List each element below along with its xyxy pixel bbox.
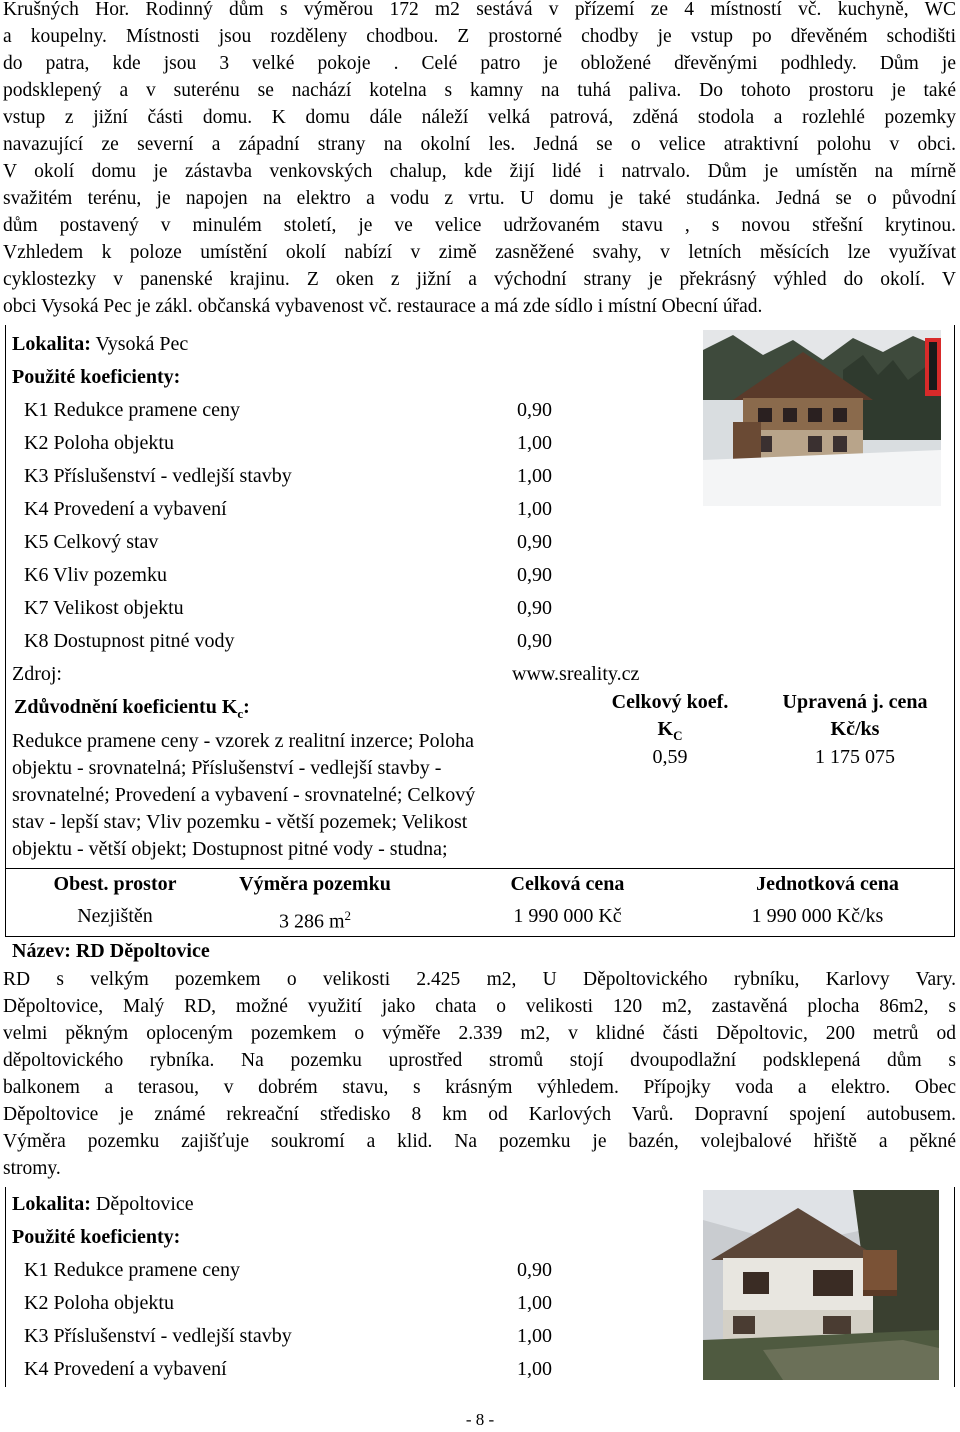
- intro-line: do patra, kde jsou 3 velké pokoje . Celé patro je obložené dřevěnými podhledy. Dům je: [3, 53, 956, 74]
- block2-description: [3, 966, 956, 1182]
- justification-line: Redukce pramene ceny - vzorek z realitní inzerce; Poloha: [12, 730, 475, 752]
- desc-line: RD s velkým pozemkem o velikosti 2.425 m2, U Děpoltovického rybníku, Karlovy Vary.: [3, 969, 956, 990]
- justification-heading-sub: c: [237, 706, 244, 721]
- coef-value: 0,90: [517, 1259, 552, 1281]
- coef-value: 1,00: [517, 1358, 552, 1380]
- table-cell-vymera: [220, 904, 410, 934]
- coef-label: K2 Poloha objektu: [24, 1292, 174, 1314]
- coef-value: 0,90: [517, 399, 552, 421]
- table-cell-celkova: 1 990 000 Kč: [513, 905, 622, 927]
- block1-table-top-border: [5, 868, 955, 869]
- intro-paragraph: [3, 0, 956, 320]
- justification-line: objektu - větší objekt; Dostupnost pitné vody - studna;: [12, 838, 448, 860]
- intro-line: vstup z jižní části domu. K domu dále náleží velká patrová, zděná stodola a rozlehlé pozemky: [3, 107, 956, 128]
- coef-label: K3 Příslušenství - vedlejší stavby: [24, 465, 292, 487]
- coef-value: 0,90: [517, 564, 552, 586]
- coef-value: 0,90: [517, 630, 552, 652]
- intro-line: Vzhledem k poloze umístění okolí nabízí v zimě zasněžené svahy, v letních měsících lze využívat: [3, 242, 956, 263]
- intro-line: obci Vysoká Pec je zákl. občanská vybavenost vč. restaurace a má zde sídlo i místní Obecní úřad.: [3, 296, 763, 317]
- vymera-sup: 2: [344, 908, 352, 923]
- desc-line: děpoltovického rybníka. Na pozemku uprostřed stromů stojí dvoupodlažní podsklepená dům s: [3, 1050, 956, 1071]
- lokalita-line: [12, 332, 188, 356]
- coef-label: K4 Provedení a vybavení: [24, 498, 227, 520]
- intro-line: cyklostezky v panenské krajinu. Z oken z jižní a východní strany je překrásný výhled do okolí. V: [3, 269, 956, 290]
- vymera-value: 3 286 m: [278, 910, 345, 933]
- coef-heading: Použité koeficienty:: [12, 366, 181, 388]
- coef-label: K1 Redukce pramene ceny: [24, 399, 241, 421]
- block1-left-border: [5, 325, 6, 936]
- justification-line: stav - lepší stav; Vliv pozemku - větší pozemek; Velikost: [12, 811, 468, 833]
- desc-line: Výměra pozemku zajišťuje soukromí a klid. Na pozemku je bazén, volejbalové hřiště a pěkné: [3, 1131, 956, 1152]
- justification-heading-colon: :: [243, 696, 250, 718]
- intro-line: a koupelny. Místnosti jsou rozděleny chodbou. Z prostorné chodby je vstup po dřevěném schodišti: [3, 26, 956, 47]
- desc-line: balkonem a terasou, v dobrém stavu, s krásným výhledem. Přípojky voda a elektro. Obec: [3, 1077, 956, 1098]
- block2-title: Název: RD Děpoltovice: [12, 940, 210, 962]
- page-number: - 8 -: [465, 1410, 495, 1429]
- total-coef-label: Celkový koef.: [611, 691, 729, 713]
- block1-bottom-border: [5, 936, 955, 937]
- coef-label: K2 Poloha objektu: [24, 432, 174, 454]
- zdroj-label: Zdroj:: [12, 663, 62, 685]
- coef-label: K3 Příslušenství - vedlejší stavby: [24, 1325, 292, 1347]
- coef-label: K4 Provedení a vybavení: [24, 1358, 227, 1380]
- desc-line: Děpoltovice, Malý RD, možné využití jako chata o velikosti 120 m2, zastavěná plocha 86m2, s: [3, 996, 956, 1017]
- desc-line: stromy.: [3, 1158, 61, 1179]
- coef-label: K1 Redukce pramene ceny: [24, 1259, 241, 1281]
- coef-value: 1,00: [517, 465, 552, 487]
- adjusted-price-unit: Kč/ks: [830, 718, 880, 740]
- block2-coef-heading: Použité koeficienty:: [12, 1226, 181, 1248]
- justification-line: objektu - srovnatelná; Příslušenství - vedlejší stavby -: [12, 757, 442, 779]
- adjusted-price-value: 1 175 075: [815, 746, 895, 768]
- intro-line: dům postavený v minulém století, je ve velice udržovaném stavu , s novou střešní krytinou.: [3, 215, 956, 236]
- block2-lokalita-line: [12, 1192, 194, 1216]
- total-coef-symbol: [590, 717, 750, 748]
- table-header: Obest. prostor: [53, 873, 177, 895]
- coef-label: K6 Vliv pozemku: [24, 564, 167, 586]
- table-header: Výměra pozemku: [239, 873, 391, 895]
- justification-heading: [14, 695, 250, 726]
- block1-right-border: [954, 325, 955, 936]
- table-cell-prostor: Nezjištěn: [77, 905, 153, 927]
- coef-value: 1,00: [517, 1325, 552, 1347]
- block2-left-border: [5, 1187, 6, 1387]
- total-coef-sub: C: [673, 728, 683, 743]
- block2-lokalita-value: Děpoltovice: [90, 1193, 194, 1215]
- table-header: Jednotková cena: [756, 873, 899, 895]
- table-header: Celková cena: [510, 873, 625, 895]
- block2-lokalita-label: Lokalita:: [12, 1193, 91, 1215]
- coef-value: 0,90: [517, 597, 552, 619]
- desc-line: velmi pěkným oploceným pozemkem o výměře 2.339 m2, v klidné části Děpoltovic, 200 metrů od: [3, 1023, 956, 1044]
- desc-line: Děpoltovice je známé rekreační středisko 8 km od Karlových Varů. Dopravní spojení autobusem.: [3, 1104, 956, 1125]
- zdroj-value: www.sreality.cz: [512, 663, 640, 685]
- intro-line: navazující ze severní a západní strany na okolní les. Jedná se o velice atraktivní polohu v obci.: [3, 134, 956, 155]
- intro-line: V okolí domu je zástavba venkovských chalup, kde žijí lidé i natrvalo. Dům je umístěn na mírně: [3, 161, 956, 182]
- adjusted-price-label: Upravená j. cena: [782, 691, 928, 713]
- intro-line: Krušných Hor. Rodinný dům s výměrou 172 m2 sestává v přízemí ze 4 místností vč. kuchyně, WC: [3, 0, 956, 20]
- intro-line: svažitém terénu, je napojen na elektro a vodu z vrtu. U domu je také studánka. Jedná se o původní: [3, 188, 956, 209]
- coef-label: K8 Dostupnost pitné vody: [24, 630, 235, 652]
- table-cell-jednotkova: 1 990 000 Kč/ks: [751, 905, 884, 927]
- total-coef-k: K: [657, 718, 674, 740]
- intro-line: podsklepený a v suterénu se nachází kotelna s kamny na tuhá paliva. Do tohoto prostoru je také: [3, 80, 956, 101]
- coef-value: 0,90: [517, 531, 552, 553]
- justification-line: srovnatelné; Provedení a vybavení - srovnatelné; Celkový: [12, 784, 476, 806]
- block2-right-border: [954, 1187, 955, 1387]
- coef-label: K5 Celkový stav: [24, 531, 159, 553]
- coef-label: K7 Velikost objektu: [24, 597, 184, 619]
- total-coef-value: 0,59: [652, 746, 688, 768]
- house-photo: [703, 1190, 939, 1380]
- coef-value: 1,00: [517, 432, 552, 454]
- lokalita-value: Vysoká Pec: [90, 333, 189, 355]
- house-photo: [703, 330, 941, 506]
- justification-heading-text: Zdůvodnění koeficientu K: [14, 696, 238, 718]
- lokalita-label: Lokalita:: [12, 333, 91, 355]
- coef-value: 1,00: [517, 498, 552, 520]
- coef-value: 1,00: [517, 1292, 552, 1314]
